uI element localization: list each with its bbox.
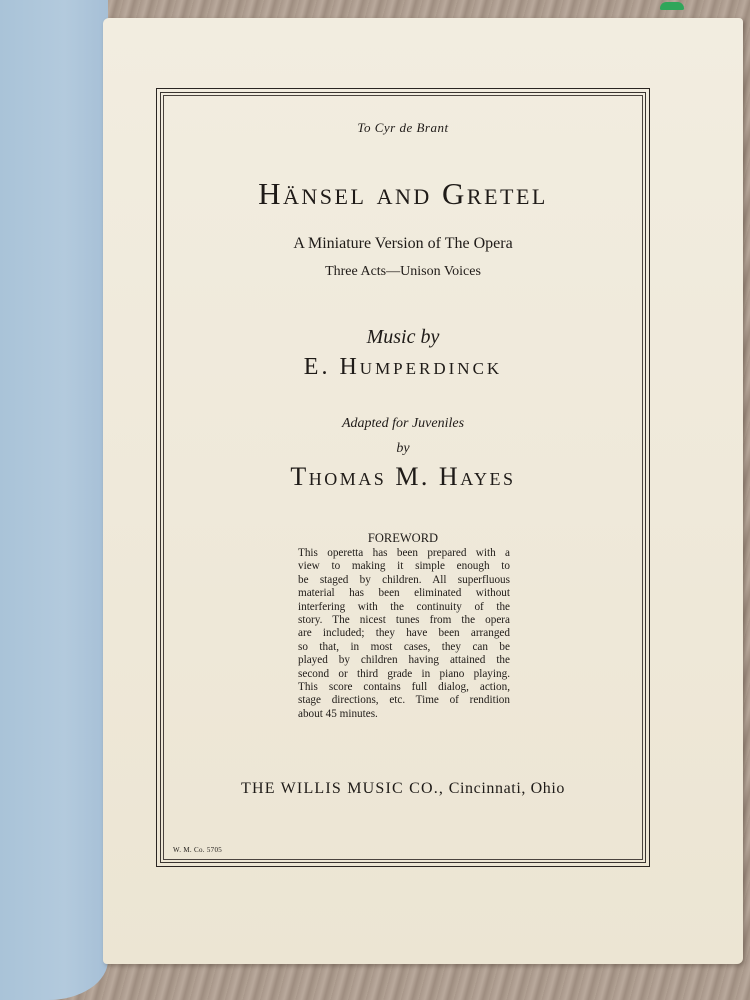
foreword-line: be staged by children. All superfluous xyxy=(298,573,510,586)
foreword-line: second or third grade in piano playing. xyxy=(298,667,510,680)
adapted-label: Adapted for Juveniles xyxy=(341,416,465,431)
acts-voices-line: Three Acts—Unison Voices xyxy=(325,264,481,279)
foreword-line: This operetta has been prepared with a xyxy=(298,547,510,559)
foreword-line: are included; they have been arranged xyxy=(298,627,510,640)
publisher-line xyxy=(156,780,650,798)
dedication: To Cyr de Brant xyxy=(357,120,449,135)
page-title: Hänsel and Gretel xyxy=(258,176,548,211)
foreword-heading: FOREWORD xyxy=(367,531,439,545)
blue-back-cover xyxy=(0,0,108,1000)
composer-name: E. Humperdinck xyxy=(303,354,503,380)
foreword-line: stage directions, etc. Time of rendition xyxy=(298,694,510,707)
foreword-line: interfering with the continuity of the xyxy=(298,600,510,613)
catalog-number: W. M. Co. 5705 xyxy=(173,846,223,854)
publisher-name: THE WILLIS MUSIC CO., xyxy=(241,780,445,797)
foreword-line: view to making it simple enough to xyxy=(298,560,510,573)
foreword-line: so that, in most cases, they can be xyxy=(298,640,510,653)
foreword-line: This score contains full dialog, action, xyxy=(298,681,510,694)
publisher-location: Cincinnati, Ohio xyxy=(448,780,565,797)
foreword-line: about 45 minutes. xyxy=(298,707,378,720)
by-label: by xyxy=(396,441,410,456)
title-page-content xyxy=(156,88,650,867)
green-tab-marker xyxy=(660,2,684,10)
subtitle: A Miniature Version of The Opera xyxy=(293,235,513,252)
foreword-line: story. The nicest tunes from the opera xyxy=(298,614,510,627)
foreword-line: material has been eliminated without xyxy=(298,587,510,600)
arranger-name: Thomas M. Hayes xyxy=(290,462,516,491)
foreword-body xyxy=(298,547,510,721)
music-by-label: Music by xyxy=(366,326,440,348)
foreword-line: played by children having attained the xyxy=(298,654,510,667)
